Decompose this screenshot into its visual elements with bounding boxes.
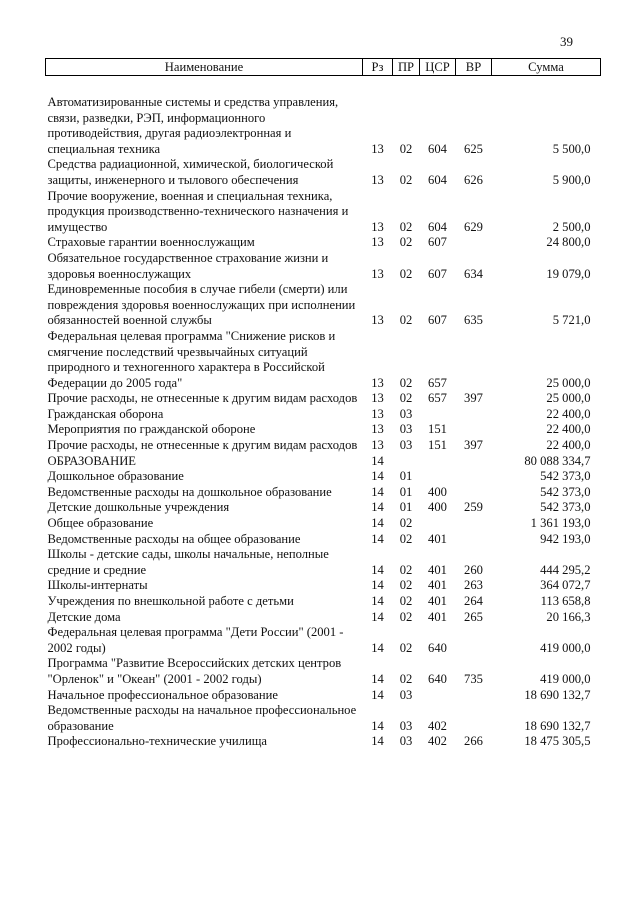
- row-csr: 607: [428, 313, 447, 328]
- row-name: Общее образование: [47, 516, 154, 531]
- row-vr: [456, 407, 492, 423]
- row-sum: 18 690 132,7: [524, 687, 591, 702]
- row-name: Начальное профессиональное образование: [47, 687, 278, 702]
- row-csr: [420, 469, 456, 485]
- row-name: Мероприятия по гражданской обороне: [47, 422, 256, 437]
- table-row: [46, 734, 601, 750]
- row-pr: 03: [399, 406, 413, 421]
- row-name: Прочие вооружение, военная и специальная техника, продукция производственно-технического назначения и имущество: [47, 188, 349, 234]
- row-sum: 542 373,0: [540, 469, 591, 484]
- row-sum: 24 800,0: [546, 235, 591, 250]
- row-pr: 02: [399, 375, 413, 390]
- row-pr: 02: [399, 594, 413, 608]
- row-name: Учреждения по внешкольной работе с детьми: [47, 594, 294, 608]
- table-row: [46, 407, 601, 423]
- row-vr: 397: [464, 391, 483, 406]
- row-vr: 634: [464, 266, 483, 281]
- row-vr: 626: [464, 172, 483, 187]
- row-csr: 151: [428, 422, 447, 437]
- row-pr: 02: [399, 172, 413, 187]
- row-csr: 607: [428, 235, 447, 250]
- row-name: Средства радиационной, химической, биологической защиты, инженерного и тылового обеспечения: [47, 157, 334, 187]
- row-name: Дошкольное образование: [47, 469, 184, 484]
- row-name: Ведомственные расходы на общее образование: [47, 531, 301, 546]
- row-vr: 266: [464, 734, 483, 749]
- row-csr: 401: [428, 562, 447, 577]
- row-sum: 19 079,0: [546, 266, 591, 281]
- row-pr: 02: [399, 609, 413, 624]
- row-name: Детские дошкольные учреждения: [47, 500, 230, 515]
- row-sum: 5 500,0: [552, 141, 591, 156]
- row-rz: 13: [371, 375, 384, 390]
- row-rz: 13: [371, 219, 384, 234]
- table-row: [46, 438, 601, 454]
- table-row: [46, 189, 601, 236]
- row-rz: 14: [371, 578, 384, 593]
- row-csr: [420, 407, 456, 423]
- table-row: [46, 391, 601, 407]
- table-row: [46, 610, 601, 626]
- row-rz: 13: [371, 406, 384, 421]
- column-header-name: Наименование: [46, 59, 363, 76]
- row-sum: 1 361 193,0: [530, 516, 591, 531]
- row-name: Гражданская оборона: [47, 406, 164, 421]
- row-name: Единовременные пособия в случае гибели (смерти) или повреждения здоровья военнослужащих при исполнении обязанностей военной службы: [47, 282, 356, 328]
- row-vr: 259: [464, 500, 483, 515]
- row-vr: 625: [464, 141, 483, 156]
- row-name: Детские дома: [47, 609, 121, 624]
- row-csr: 657: [428, 375, 447, 390]
- row-csr: [420, 454, 456, 470]
- table-row: [46, 157, 601, 188]
- row-sum: 25 000,0: [546, 391, 591, 406]
- row-pr: 02: [399, 671, 413, 686]
- column-header-rz: Рз: [363, 59, 393, 76]
- table-row: [46, 625, 601, 656]
- row-pr: 02: [399, 219, 413, 234]
- row-sum: 5 900,0: [552, 172, 591, 187]
- row-name: Программа "Развитие Всероссийских детских центров "Орленок" и "Океан" (2001 - 2002 годы): [47, 656, 342, 686]
- row-sum: 18 690 132,7: [524, 718, 591, 733]
- column-header-csr: ЦСР: [420, 59, 456, 76]
- row-name: Прочие расходы, не отнесенные к другим видам расходов: [47, 391, 358, 406]
- table-body: [46, 76, 601, 750]
- table-row: [46, 282, 601, 329]
- row-sum: 113 658,8: [540, 594, 591, 608]
- row-sum: 364 072,7: [540, 578, 591, 593]
- row-vr: [456, 703, 492, 734]
- row-csr: 604: [428, 172, 447, 187]
- row-csr: 401: [428, 594, 447, 608]
- row-rz: 14: [371, 718, 384, 733]
- row-csr: [420, 688, 456, 704]
- table-row: [46, 251, 601, 282]
- row-vr: [456, 485, 492, 501]
- row-pr: 02: [399, 578, 413, 593]
- row-name: Ведомственные расходы на дошкольное образование: [47, 484, 332, 499]
- row-sum: 542 373,0: [540, 484, 591, 499]
- row-sum: 942 193,0: [540, 531, 591, 546]
- row-vr: 260: [464, 562, 483, 577]
- row-pr: 03: [399, 422, 413, 437]
- row-pr: [393, 454, 420, 470]
- row-rz: 13: [371, 422, 384, 437]
- row-vr: [456, 516, 492, 532]
- row-rz: 14: [371, 671, 384, 686]
- row-csr: 604: [428, 141, 447, 156]
- row-rz: 14: [371, 609, 384, 624]
- row-vr: [456, 532, 492, 548]
- row-pr: 02: [399, 141, 413, 156]
- row-sum: 5 721,0: [552, 313, 591, 328]
- row-rz: 14: [371, 734, 384, 749]
- row-csr: 401: [428, 531, 447, 546]
- row-vr: 264: [464, 594, 483, 608]
- row-sum: 18 475 305,5: [524, 734, 591, 749]
- row-name: ОБРАЗОВАНИЕ: [47, 453, 136, 468]
- row-name: Федеральная целевая программа "Дети России" (2001 - 2002 годы): [47, 625, 344, 655]
- table-row: [46, 95, 601, 157]
- header-spacer-row: [46, 76, 601, 96]
- row-sum: 25 000,0: [546, 375, 591, 390]
- row-sum: 22 400,0: [546, 406, 591, 421]
- row-csr: 151: [428, 438, 447, 453]
- row-rz: 14: [371, 562, 384, 577]
- row-pr: 03: [399, 734, 413, 749]
- row-vr: [456, 688, 492, 704]
- table-row: [46, 422, 601, 438]
- row-vr: [456, 235, 492, 251]
- row-csr: 607: [428, 266, 447, 281]
- table-row: [46, 532, 601, 548]
- row-sum: 419 000,0: [540, 640, 591, 655]
- table-row: [46, 578, 601, 594]
- row-vr: 265: [464, 609, 483, 624]
- row-sum: 22 400,0: [546, 438, 591, 453]
- row-pr: 03: [399, 687, 413, 702]
- row-csr: 640: [428, 640, 447, 655]
- row-pr: 03: [399, 718, 413, 733]
- page-number: 39: [560, 34, 573, 49]
- row-vr: 629: [464, 219, 483, 234]
- row-csr: 401: [428, 609, 447, 624]
- row-name: Школы - детские сады, школы начальные, неполные средние и средние: [47, 547, 329, 577]
- row-name: Автоматизированные системы и средства управления, связи, разведки, РЭП, информационного противодействия, другая радиоэлектронная и специальная техника: [47, 95, 339, 156]
- row-vr: 263: [464, 578, 483, 593]
- table-row: [46, 688, 601, 704]
- table-header-row: [46, 59, 601, 76]
- row-name: Ведомственные расходы на начальное профессиональное образование: [47, 703, 357, 733]
- row-name: Страховые гарантии военнослужащим: [47, 235, 255, 250]
- row-rz: 13: [371, 141, 384, 156]
- row-rz: 13: [371, 438, 384, 453]
- column-header-sum: Сумма: [492, 59, 601, 76]
- row-csr: 402: [428, 734, 447, 749]
- column-header-pr: ПР: [393, 59, 420, 76]
- row-pr: 02: [399, 391, 413, 406]
- row-csr: 400: [428, 484, 447, 499]
- row-sum: 444 295,2: [540, 562, 591, 577]
- row-vr: 635: [464, 313, 483, 328]
- table-row: [46, 703, 601, 734]
- table-row: [46, 485, 601, 501]
- row-name: Прочие расходы, не отнесенные к другим видам расходов: [47, 438, 358, 453]
- table-row: [46, 516, 601, 532]
- row-pr: 02: [399, 235, 413, 250]
- row-pr: 03: [399, 438, 413, 453]
- row-pr: 02: [399, 516, 413, 531]
- row-rz: 14: [371, 531, 384, 546]
- row-rz: 14: [371, 484, 384, 499]
- row-vr: [456, 454, 492, 470]
- row-pr: 01: [399, 484, 413, 499]
- table-row: [46, 594, 601, 610]
- row-csr: 640: [428, 671, 447, 686]
- row-pr: 01: [399, 469, 413, 484]
- row-name: Профессионально-технические училища: [47, 734, 267, 749]
- row-rz: 14: [371, 516, 384, 531]
- row-pr: 02: [399, 640, 413, 655]
- row-sum: 22 400,0: [546, 422, 591, 437]
- table-row: [46, 235, 601, 251]
- row-csr: [420, 516, 456, 532]
- row-csr: 402: [428, 718, 447, 733]
- row-rz: 14: [371, 469, 384, 484]
- row-rz: 13: [371, 172, 384, 187]
- row-vr: [456, 422, 492, 438]
- row-name: Школы-интернаты: [47, 578, 148, 593]
- row-vr: 735: [464, 671, 483, 686]
- row-csr: 604: [428, 219, 447, 234]
- row-pr: 02: [399, 313, 413, 328]
- table-row: [46, 329, 601, 391]
- row-rz: 14: [371, 687, 384, 702]
- row-vr: [456, 469, 492, 485]
- row-rz: 14: [371, 640, 384, 655]
- row-name: Обязательное государственное страхование жизни и здоровья военнослужащих: [47, 250, 329, 281]
- row-vr: [456, 329, 492, 391]
- budget-table: [45, 58, 601, 750]
- table-row: [46, 547, 601, 578]
- row-csr: 400: [428, 500, 447, 515]
- row-sum: 419 000,0: [540, 671, 591, 686]
- row-rz: 13: [371, 266, 384, 281]
- row-name: Федеральная целевая программа "Снижение рисков и смягчение последствий чрезвычайных ситуаций природного и техногенного характера в Российской Федерации до 2005 года": [47, 328, 336, 390]
- row-rz: 13: [371, 313, 384, 328]
- row-sum: 20 166,3: [546, 609, 591, 624]
- row-csr: 401: [428, 578, 447, 593]
- row-pr: 02: [399, 562, 413, 577]
- row-sum: 542 373,0: [540, 500, 591, 515]
- row-sum: 2 500,0: [552, 219, 591, 234]
- row-vr: [456, 625, 492, 656]
- row-rz: 14: [371, 500, 384, 515]
- table-row: [46, 656, 601, 687]
- row-rz: 14: [371, 594, 384, 608]
- row-rz: 13: [371, 391, 384, 406]
- row-sum: 80 088 334,7: [524, 453, 591, 468]
- table-row: [46, 454, 601, 470]
- row-csr: 657: [428, 391, 447, 406]
- table-row: [46, 500, 601, 516]
- row-rz: 13: [371, 235, 384, 250]
- row-rz: 14: [371, 453, 384, 468]
- column-header-vr: ВР: [456, 59, 492, 76]
- row-pr: 02: [399, 531, 413, 546]
- row-pr: 02: [399, 266, 413, 281]
- row-pr: 01: [399, 500, 413, 515]
- row-vr: 397: [464, 438, 483, 453]
- table-row: [46, 469, 601, 485]
